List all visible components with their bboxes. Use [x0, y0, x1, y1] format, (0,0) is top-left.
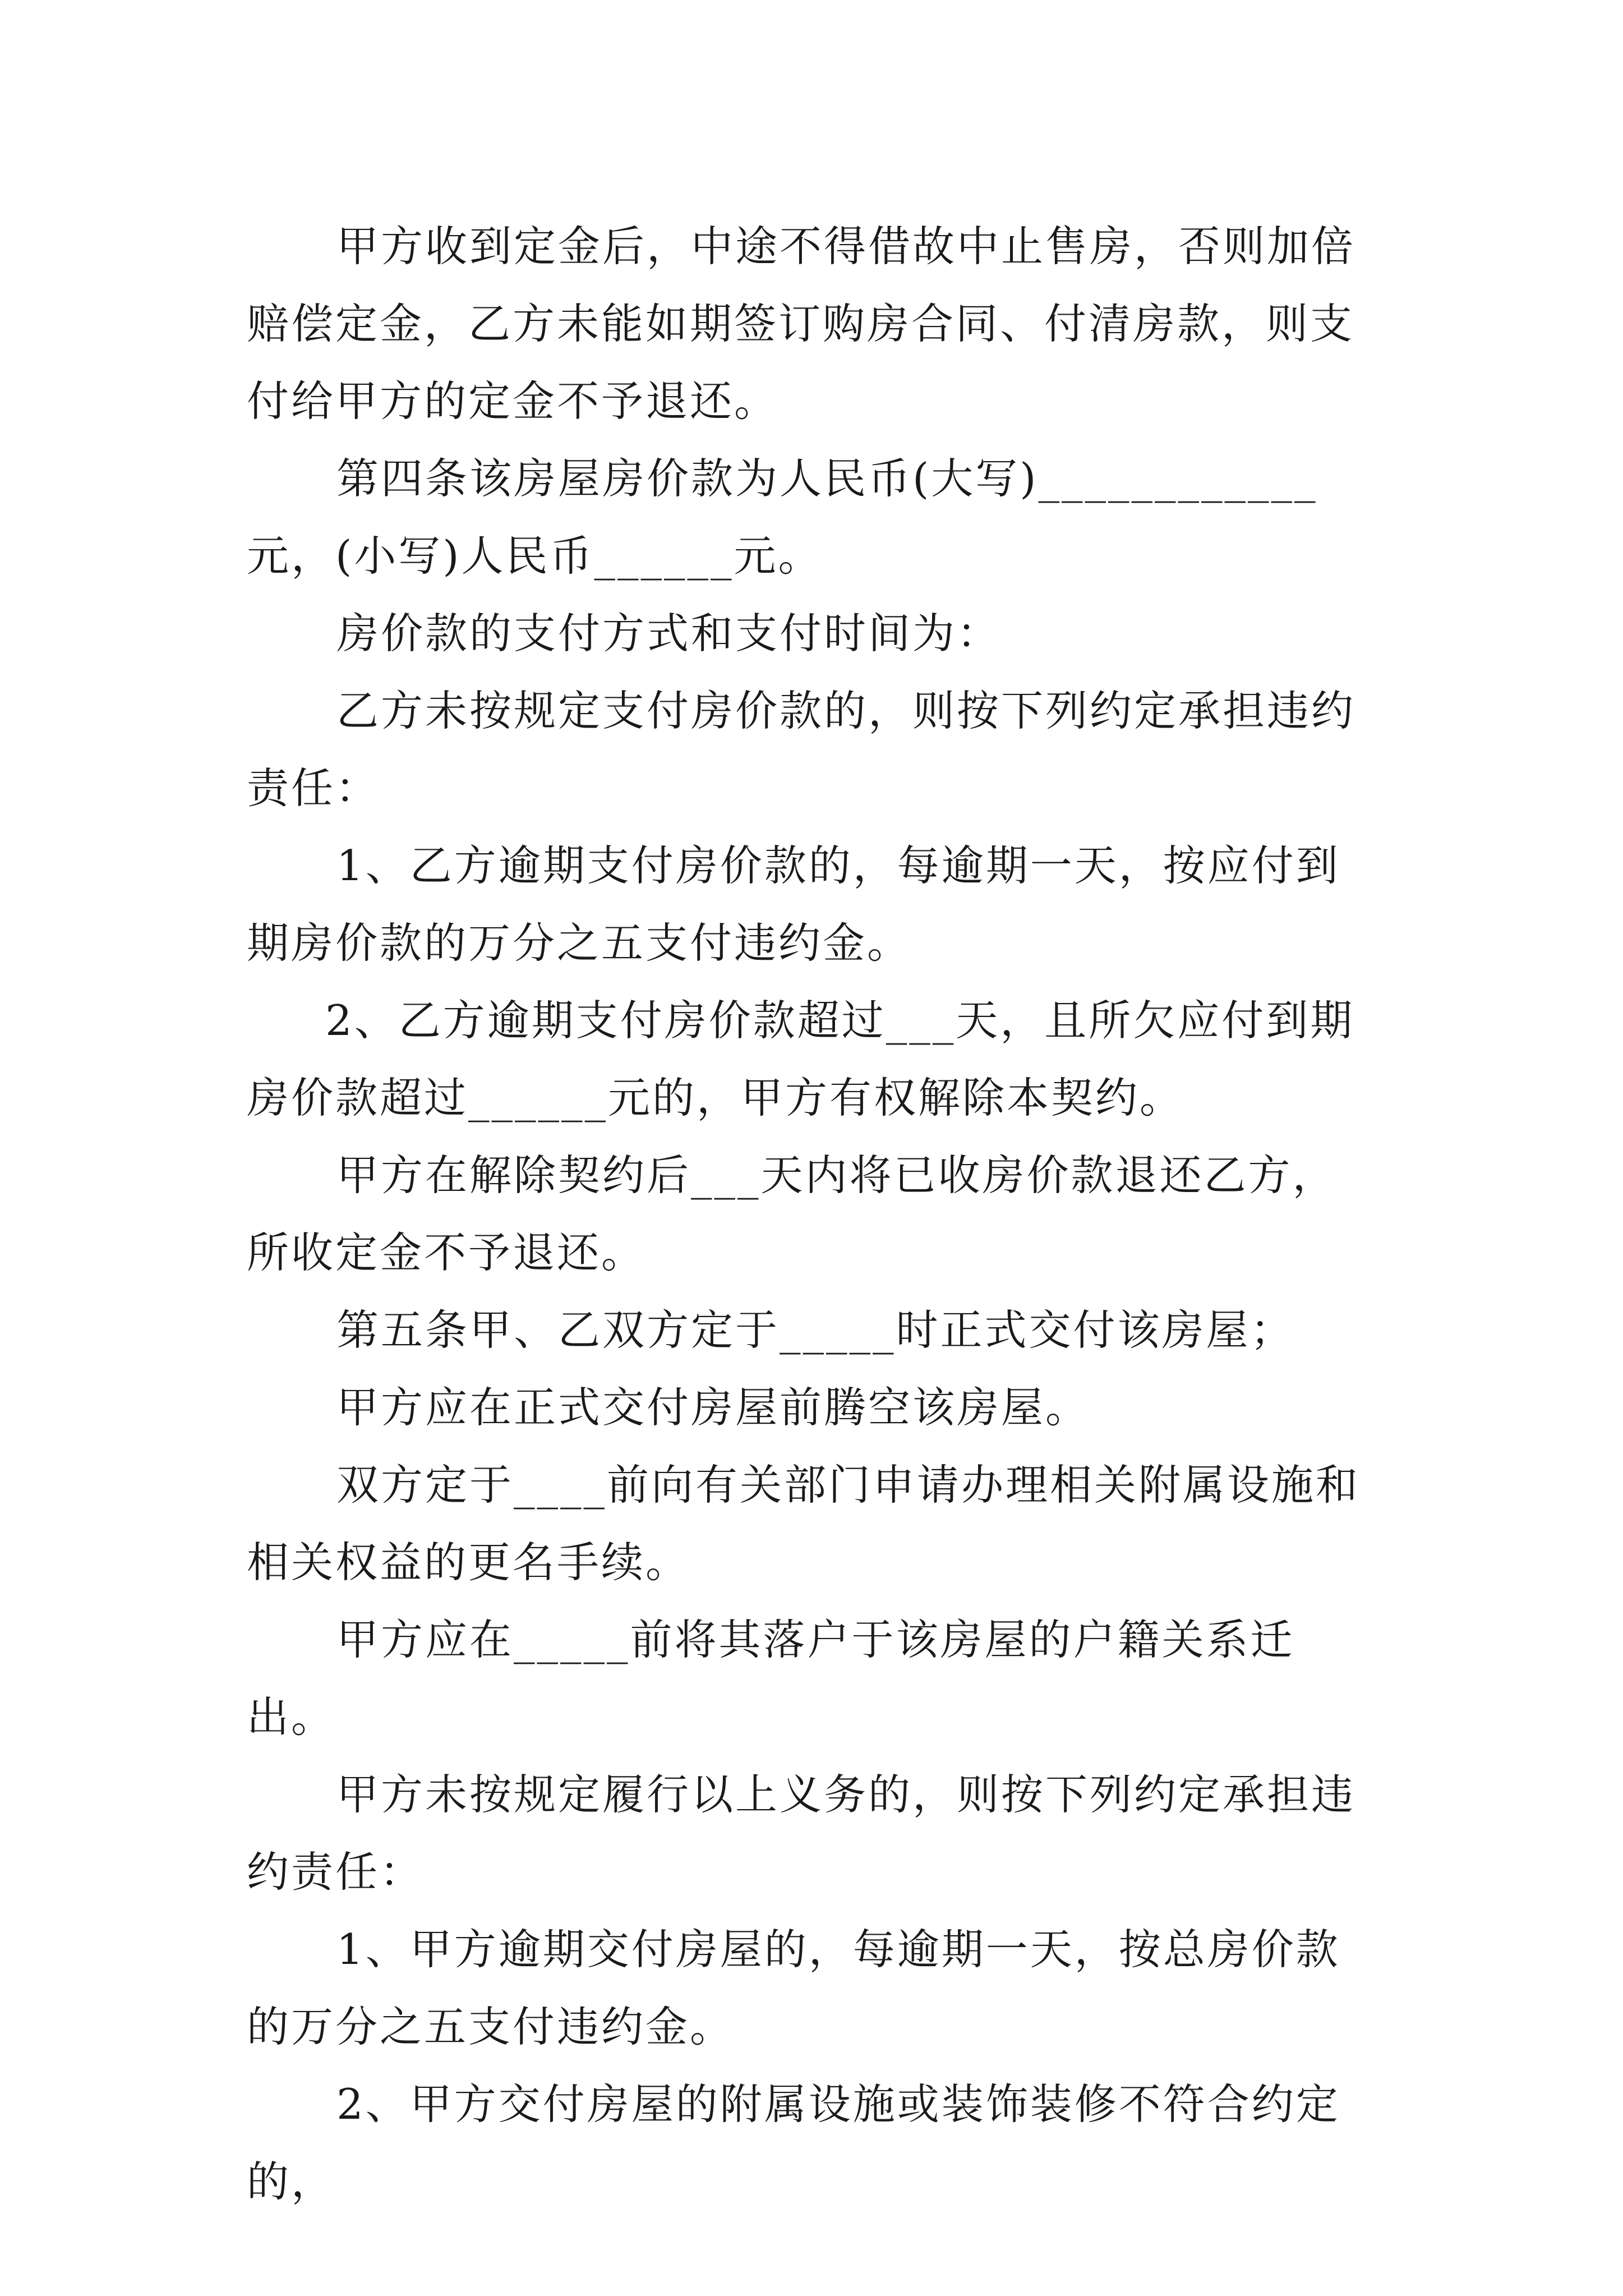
paragraph-vacate-house: 甲方应在正式交付房屋前腾空该房屋。 [336, 1383, 1090, 1432]
paragraph-article-4-price: 第四条该房屋房价款为人民币(大写)____________元，(小写)人民币______元。 [247, 454, 1318, 581]
paragraph-seller-item-1: 1、甲方逾期交付房屋的，每逾期一天，按总房价款的万分之五支付违约金。 [247, 1925, 1340, 2051]
paragraph-seller-liability: 甲方未按规定履行以上义务的，则按下列约定承担违约责任： [247, 1770, 1356, 1897]
paragraph-buyer-liability: 乙方未按规定支付房价款的，则按下列约定承担违约责任： [247, 686, 1356, 813]
document-body [247, 208, 1380, 2220]
paragraph-refund-terms: 甲方在解除契约后___天内将已收房价款退还乙方，所收定金不予退还。 [247, 1151, 1337, 1277]
paragraph-deposit-terms: 甲方收到定金后，中途不得借故中止售房，否则加倍赔偿定金，乙方未能如期签订购房合同、付清房款，则支付给甲方的定金不予退还。 [247, 222, 1356, 426]
paragraph-name-change: 双方定于____前向有关部门申请办理相关附属设施和相关权益的更名手续。 [247, 1460, 1361, 1587]
paragraph-household-registration: 甲方应在_____前将其落户于该房屋的户籍关系迁出。 [247, 1615, 1295, 1742]
paragraph-payment-method: 房价款的支付方式和支付时间为： [336, 609, 1002, 658]
paragraph-buyer-item-1: 1、乙方逾期支付房价款的，每逾期一天，按应付到期房价款的万分之五支付违约金。 [247, 841, 1340, 968]
paragraph-seller-item-2: 2、甲方交付房屋的附属设施或装饰装修不符合约定的， [247, 2079, 1340, 2206]
paragraph-buyer-item-2: 2、乙方逾期支付房价款超过___天，且所欠应付到期房价款超过______元的，甲方有权解除本契约。 [247, 996, 1355, 1122]
paragraph-article-5-delivery: 第五条甲、乙双方定于_____时正式交付该房屋； [336, 1305, 1295, 1355]
